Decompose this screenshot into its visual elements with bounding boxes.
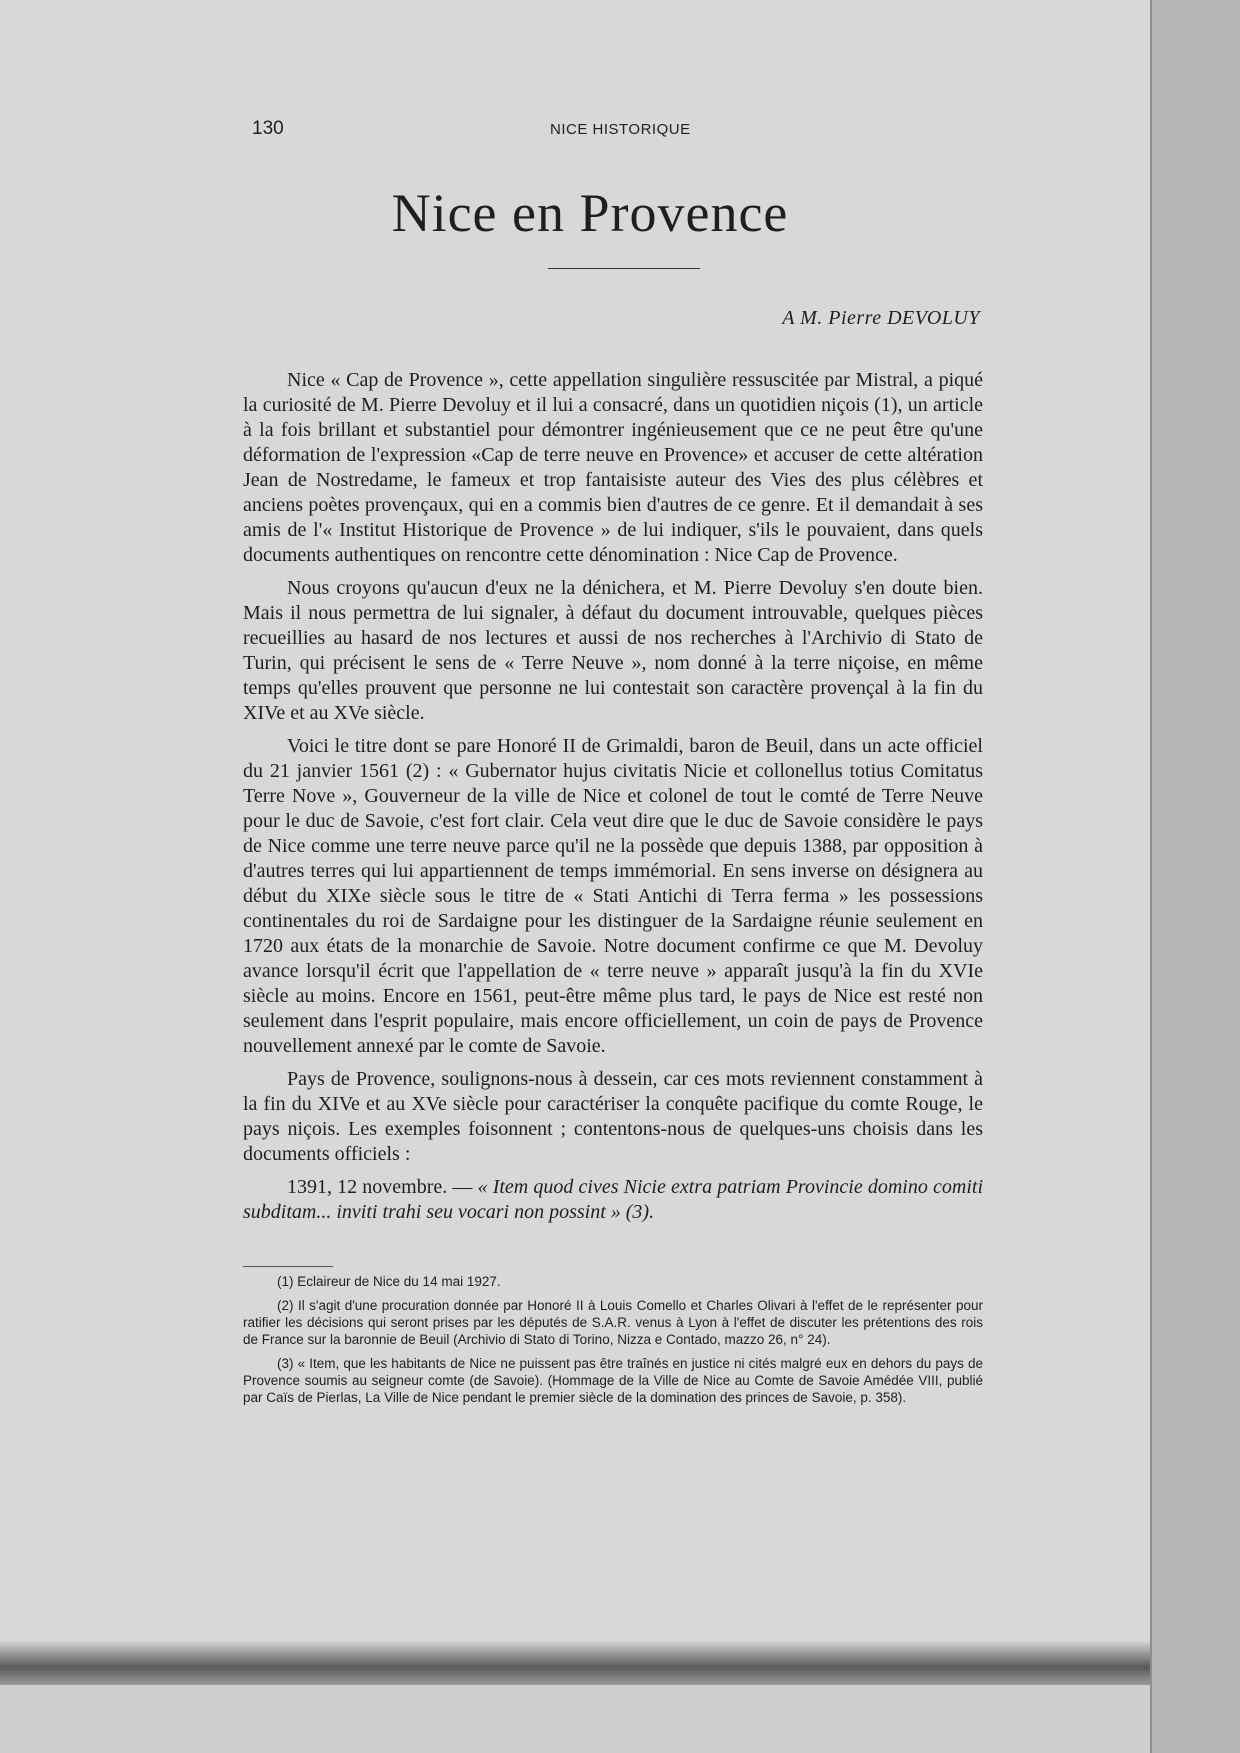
page-bottom-shadow — [0, 1640, 1150, 1685]
citation-text: « Item quod cives Nicie extra patriam Provincie domino comiti subditam... inviti trahi seu vocari non possint » (3). — [243, 1176, 984, 1223]
citation — [243, 1175, 983, 1225]
citation-date: 1391, 12 novembre. — — [287, 1176, 473, 1198]
footnote-1: (1) Eclaireur de Nice du 14 mai 1927. — [277, 1274, 501, 1289]
page-number: 130 — [252, 118, 284, 139]
page-bottom-strip — [0, 1685, 1150, 1753]
paragraph-4: Pays de Provence, soulignons-nous à dessein, car ces mots reviennent constamment à la fin du XIVe et au XVe siècle pour caractériser la conquête pacifique du comte Rouge, le pays niçois. Les exemples foisonnent ; contentons-nous de quelques-uns choisis dans les documents officiels : — [243, 1068, 983, 1165]
article-body — [243, 368, 983, 1233]
footnote-2: (2) Il s'agit d'une procuration donnée par Honoré II à Louis Comello et Charles Olivari à l'effet de le représenter pour ratifier les décisions qui seront prises par les députés de S.A.R. venus à Lyon à l'effet de discuter les prétentions des rois de France sur la baronnie de Beuil (Archivio di Stato di Torino, Nizza e Contado, mazzo 26, n° 24). — [243, 1298, 983, 1347]
footnote-rule — [243, 1266, 333, 1267]
footnotes — [243, 1273, 983, 1413]
running-head: NICE HISTORIQUE — [550, 121, 691, 138]
adjacent-page-edge — [1150, 0, 1240, 1753]
article-title: Nice en Provence — [391, 183, 789, 243]
page-header — [240, 118, 980, 144]
paragraph-2: Nous croyons qu'aucun d'eux ne la dénichera, et M. Pierre Devoluy s'en doute bien. Mais il nous permettra de lui signaler, à défaut du document introuvable, quelques pièces recueillies au hasard de nos lectures et aussi de nos recherches à l'Archivio di Stato de Turin, qui précisent le sens de « Terre Neuve », nom donné à la terre niçoise, en même temps qu'elles prouvent que personne ne lui contestait son caractère provençal à la fin du XIVe et au XVe siècle. — [243, 577, 983, 724]
paragraph-1: Nice « Cap de Provence », cette appellation singulière ressuscitée par Mistral, a piqué la curiosité de M. Pierre Devoluy et il lui a consacré, dans un quotidien niçois (1), un article à la fois brillant et substantiel pour démontrer ingénieusement que ce ne peut être qu'une déformation de l'expression «Cap de terre neuve en Provence» et accuser de cette altération Jean de Nostredame, le fameux et trop fantaisiste auteur des Vies des plus célèbres et anciens poètes provençaux, qui en a commis bien d'autres de ce genre. Et il demandait à ses amis de l'« Institut Historique de Provence » de lui indiquer, s'ils le pouvaient, dans quels documents authentiques on rencontre cette dénomination : Nice Cap de Provence. — [243, 369, 983, 566]
footnote-3: (3) « Item, que les habitants de Nice ne puissent pas être traînés en justice ni cités malgré eux en dehors du pays de Provence soumis au seigneur comte (de Savoie). (Hommage de la Ville de Nice au Comte de Savoie Amédée VIII, publié par Caïs de Pierlas, La Ville de Nice pendant le premier siècle de la domination des princes de Savoie, p. 358). — [243, 1356, 983, 1405]
paragraph-3: Voici le titre dont se pare Honoré II de Grimaldi, baron de Beuil, dans un acte officiel du 21 janvier 1561 (2) : « Gubernator hujus civitatis Nicie et collonellus totius Comitatus Terre Nove », Gouverneur de la ville de Nice et colonel de tout le comté de Terre Neuve pour le duc de Savoie, c'est fort clair. Cela veut dire que le duc de Savoie considère le pays de Nice comme une terre neuve parce qu'il ne la possède que depuis 1388, par opposition à d'autres terres qui lui appartiennent de temps immémorial. En sens inverse on désignera au début du XIXe siècle sous le titre de « Stati Antichi di Terra ferma » les possessions continentales du roi de Sardaigne pour les distinguer de la Sardaigne réunie seulement en 1720 aux états de la monarchie de Savoie. Notre document confirme ce que M. Devoluy avance lorsqu'il écrit que l'appellation de « terre neuve » apparaît jusqu'à la fin du XVIe siècle au moins. Encore en 1561, peut-être même plus tard, le pays de Nice est resté non seulement dans l'esprit populaire, mais encore officiellement, un coin de pays de Provence nouvellement annexé par le comte de Savoie. — [243, 735, 983, 1057]
dedication: A M. Pierre DEVOLUY — [782, 307, 980, 329]
title-underline — [548, 268, 700, 269]
